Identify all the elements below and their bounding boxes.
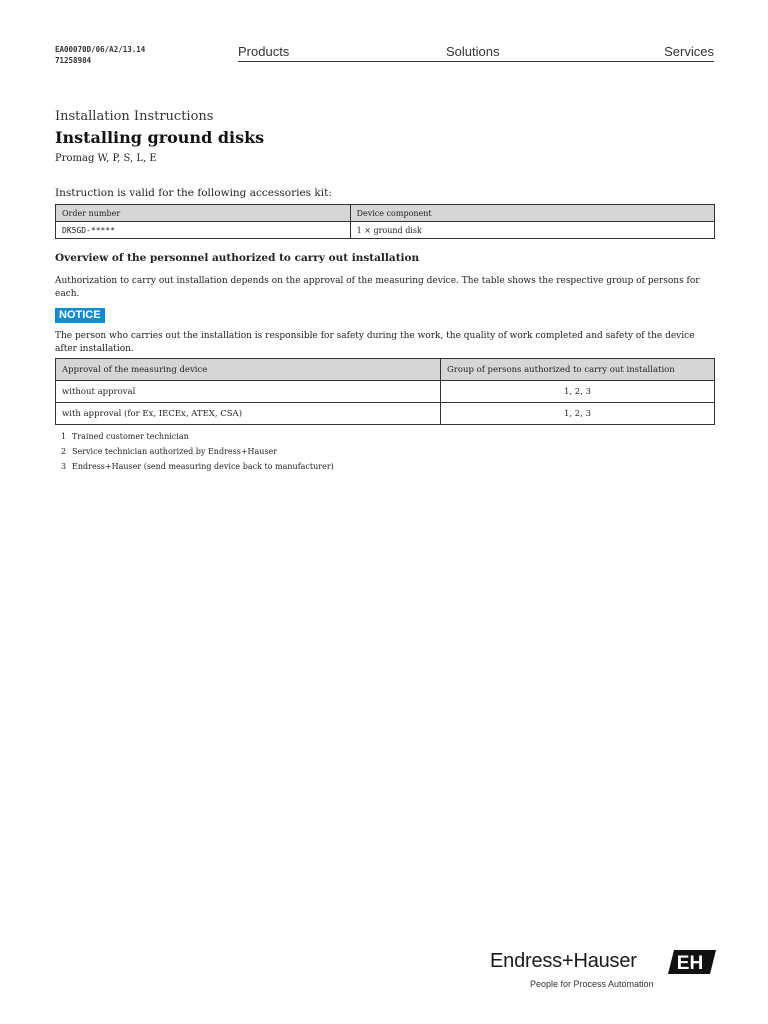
logo-tagline: People for Process Automation <box>530 979 654 989</box>
list-item: 3 Endress+Hauser (send measuring device back to manufacturer) <box>61 462 334 471</box>
notice-text: The person who carries out the installation is responsible for safety during the work, the quality of work completed and safety of the device after installation. <box>55 331 695 354</box>
document-code: EA00070D/06/A2/13.14 <box>55 45 146 54</box>
table-header-row <box>56 359 715 381</box>
table-row <box>56 222 715 239</box>
endress-hauser-logo <box>490 950 716 992</box>
nav-products-link[interactable]: Products <box>238 44 290 59</box>
document-number: 71258984 <box>55 56 92 65</box>
column-header-order-number: Order number <box>56 205 351 222</box>
groups-cell: 1, 2, 3 <box>441 403 715 425</box>
intro-text: Instruction is valid for the following accessories kit: <box>55 187 332 199</box>
notice-badge: NOTICE <box>55 308 105 323</box>
svg-text:EH: EH <box>676 953 704 974</box>
table-row <box>56 381 715 403</box>
personnel-legend <box>61 429 715 474</box>
logo-wordmark: Endress+Hauser <box>490 950 637 972</box>
column-header-device-component: Device component <box>350 205 714 222</box>
accessories-kit-table <box>55 204 715 239</box>
approval-cell: without approval <box>56 381 441 403</box>
nav-solutions-link[interactable]: Solutions <box>446 44 500 59</box>
table-header-row <box>56 205 715 222</box>
order-number-cell: DK5GD-***** <box>56 222 351 239</box>
column-header-groups: Group of persons authorized to carry out installation <box>441 359 715 381</box>
list-item: 2 Service technician authorized by Endress+Hauser <box>61 447 278 456</box>
document-subtitle: Installation Instructions <box>55 109 214 124</box>
device-models: Promag W, P, S, L, E <box>55 153 157 164</box>
eh-logo-icon <box>668 950 716 974</box>
approval-cell: with approval (for Ex, IECEx, ATEX, CSA) <box>56 403 441 425</box>
table-row <box>56 403 715 425</box>
overview-heading: Overview of the personnel authorized to carry out installation <box>55 252 420 264</box>
groups-cell: 1, 2, 3 <box>441 381 715 403</box>
column-header-approval: Approval of the measuring device <box>56 359 441 381</box>
device-component-cell: 1 × ground disk <box>350 222 714 239</box>
authorization-table <box>55 358 715 425</box>
document-title: Installing ground disks <box>55 128 265 147</box>
document-body <box>55 108 715 474</box>
nav-services-link[interactable]: Services <box>664 44 714 59</box>
top-navigation <box>238 44 714 62</box>
list-item: 1 Trained customer technician <box>61 432 189 441</box>
document-ids <box>55 44 145 66</box>
overview-paragraph: Authorization to carry out installation depends on the approval of the measuring device. The table shows the respective group of persons for each. <box>55 276 700 299</box>
